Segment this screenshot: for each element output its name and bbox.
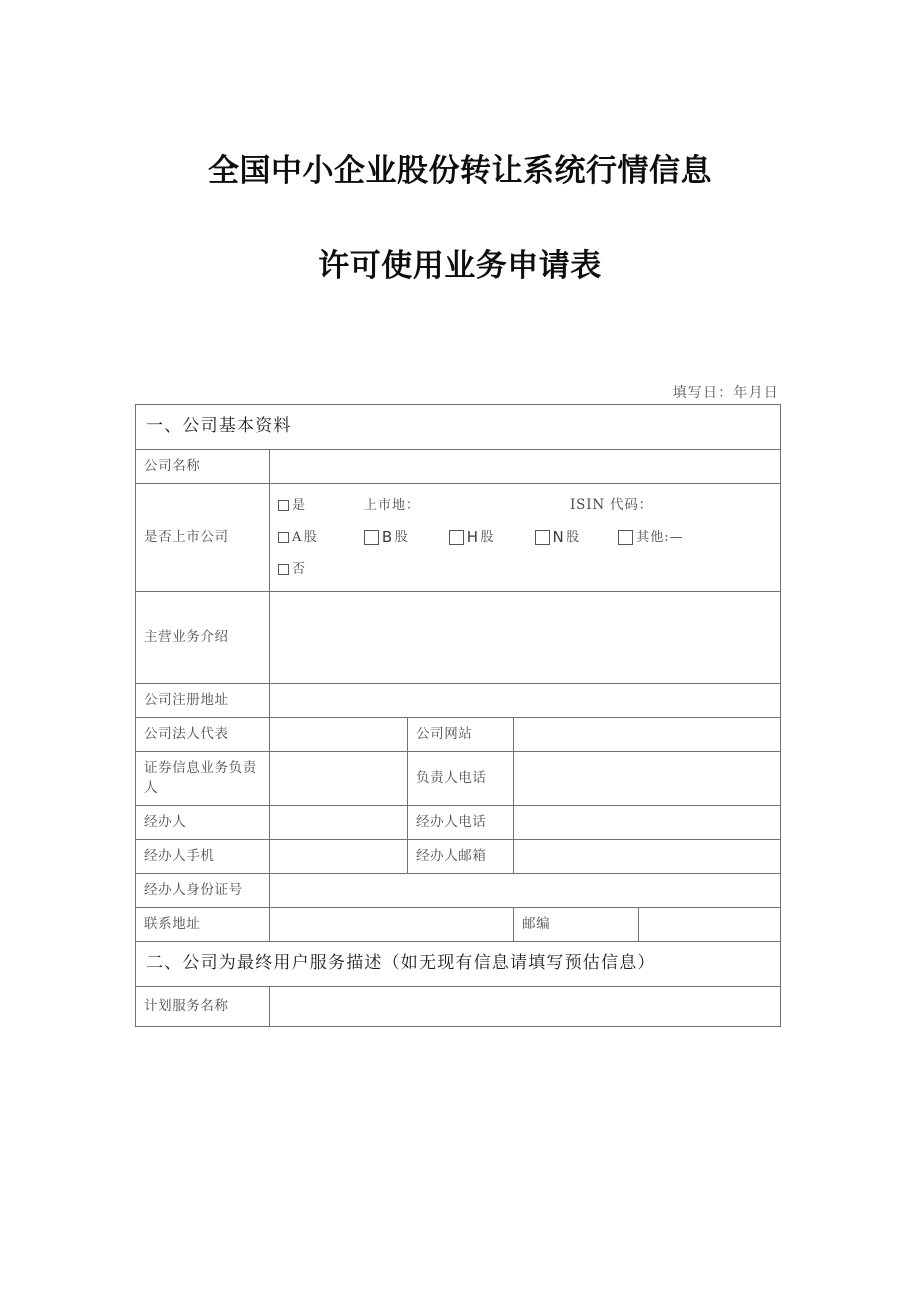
operator-label: 经办人 xyxy=(136,805,270,839)
company-website-value[interactable] xyxy=(514,718,781,752)
section-one-heading: 一、公司基本资料 xyxy=(136,405,781,450)
table-row-main-business xyxy=(136,592,781,684)
checkbox-label-h-share: H xyxy=(466,528,479,547)
checkbox-label-other-share: 其他:— xyxy=(636,529,684,545)
checkbox-suffix-n-share: 股 xyxy=(566,529,581,545)
securities-manager-label: 证券信息业务负责人 xyxy=(136,752,270,806)
section-two-header-row xyxy=(136,941,781,986)
checkbox-option-a-share[interactable] xyxy=(278,528,318,548)
legal-representative-label: 公司法人代表 xyxy=(136,718,270,752)
checkbox-icon-n-share[interactable] xyxy=(535,530,550,545)
section-two-heading: 二、公司为最终用户服务描述（如无现有信息请填写预估信息） xyxy=(136,941,781,986)
postcode-value[interactable] xyxy=(639,907,781,941)
contact-address-value[interactable] xyxy=(270,907,514,941)
checkbox-icon-a-share[interactable] xyxy=(278,532,289,543)
postcode-label: 邮编 xyxy=(514,907,639,941)
table-row-operator-mobile xyxy=(136,839,781,873)
operator-email-label: 经办人邮箱 xyxy=(408,839,514,873)
planned-service-label: 计划服务名称 xyxy=(136,986,270,1026)
manager-phone-label: 负责人电话 xyxy=(408,752,514,806)
checkbox-label-n-share: N xyxy=(552,528,565,547)
operator-id-label: 经办人身份证号 xyxy=(136,873,270,907)
table-row-operator-id xyxy=(136,873,781,907)
listed-option-row-no xyxy=(278,555,772,585)
operator-mobile-value[interactable] xyxy=(270,839,408,873)
listed-option-row-share-classes xyxy=(278,521,772,555)
checkbox-label-b-share: B xyxy=(381,528,393,547)
page-title-line-2: 许可使用业务申请表 xyxy=(318,247,602,284)
checkbox-label-no: 否 xyxy=(292,561,307,577)
checkbox-label-a-share: A xyxy=(292,529,302,545)
checkbox-option-yes[interactable] xyxy=(278,496,306,516)
table-row-company-name xyxy=(136,450,781,484)
checkbox-option-no[interactable] xyxy=(278,560,306,580)
checkbox-icon-yes[interactable] xyxy=(278,500,289,511)
table-row-planned-service xyxy=(136,986,781,1026)
operator-email-value[interactable] xyxy=(514,839,781,873)
table-row-registered-address xyxy=(136,684,781,718)
is-listed-label: 是否上市公司 xyxy=(136,484,270,592)
is-listed-options-cell xyxy=(270,484,781,592)
table-row-contact-address xyxy=(136,907,781,941)
checkbox-suffix-b-share: 股 xyxy=(394,529,409,545)
company-name-label: 公司名称 xyxy=(136,450,270,484)
manager-phone-value[interactable] xyxy=(514,752,781,806)
isin-code-label: ISIN 代码： xyxy=(570,497,653,514)
checkbox-suffix-h-share: 股 xyxy=(480,529,495,545)
section-one-header-row xyxy=(136,405,781,450)
company-website-label: 公司网站 xyxy=(408,718,514,752)
checkbox-icon-b-share[interactable] xyxy=(364,530,379,545)
main-business-value[interactable] xyxy=(270,592,781,684)
table-row-is-listed xyxy=(136,484,781,592)
operator-mobile-label: 经办人手机 xyxy=(136,839,270,873)
checkbox-option-b-share[interactable] xyxy=(364,526,409,549)
page-title-line-1: 全国中小企业股份转让系统行情信息 xyxy=(208,153,712,189)
fill-date-line: 填写日：年月日 xyxy=(672,385,779,401)
operator-id-value[interactable] xyxy=(270,873,781,907)
operator-phone-value[interactable] xyxy=(514,805,781,839)
checkbox-icon-other-share[interactable] xyxy=(618,530,633,545)
checkbox-icon-h-share[interactable] xyxy=(449,530,464,545)
checkbox-option-other-share[interactable] xyxy=(618,528,683,548)
legal-representative-value[interactable] xyxy=(270,718,408,752)
checkbox-option-n-share[interactable] xyxy=(535,526,581,549)
checkbox-suffix-a-share: 股 xyxy=(303,529,318,545)
checkbox-label-yes: 是 xyxy=(292,497,307,513)
registered-address-label: 公司注册地址 xyxy=(136,684,270,718)
listed-option-row-yes xyxy=(278,491,772,521)
application-form-table xyxy=(135,404,781,1027)
table-row-securities-manager xyxy=(136,752,781,806)
registered-address-value[interactable] xyxy=(270,684,781,718)
table-row-operator xyxy=(136,805,781,839)
main-business-label: 主营业务介绍 xyxy=(136,592,270,684)
operator-phone-label: 经办人电话 xyxy=(408,805,514,839)
checkbox-option-h-share[interactable] xyxy=(449,526,495,549)
document-title-block xyxy=(0,152,920,286)
operator-value[interactable] xyxy=(270,805,408,839)
listing-place-label: 上市地： xyxy=(364,497,421,513)
checkbox-icon-no[interactable] xyxy=(278,564,289,575)
contact-address-label: 联系地址 xyxy=(136,907,270,941)
planned-service-value[interactable] xyxy=(270,986,781,1026)
securities-manager-value[interactable] xyxy=(270,752,408,806)
table-row-legal-representative xyxy=(136,718,781,752)
company-name-value[interactable] xyxy=(270,450,781,484)
